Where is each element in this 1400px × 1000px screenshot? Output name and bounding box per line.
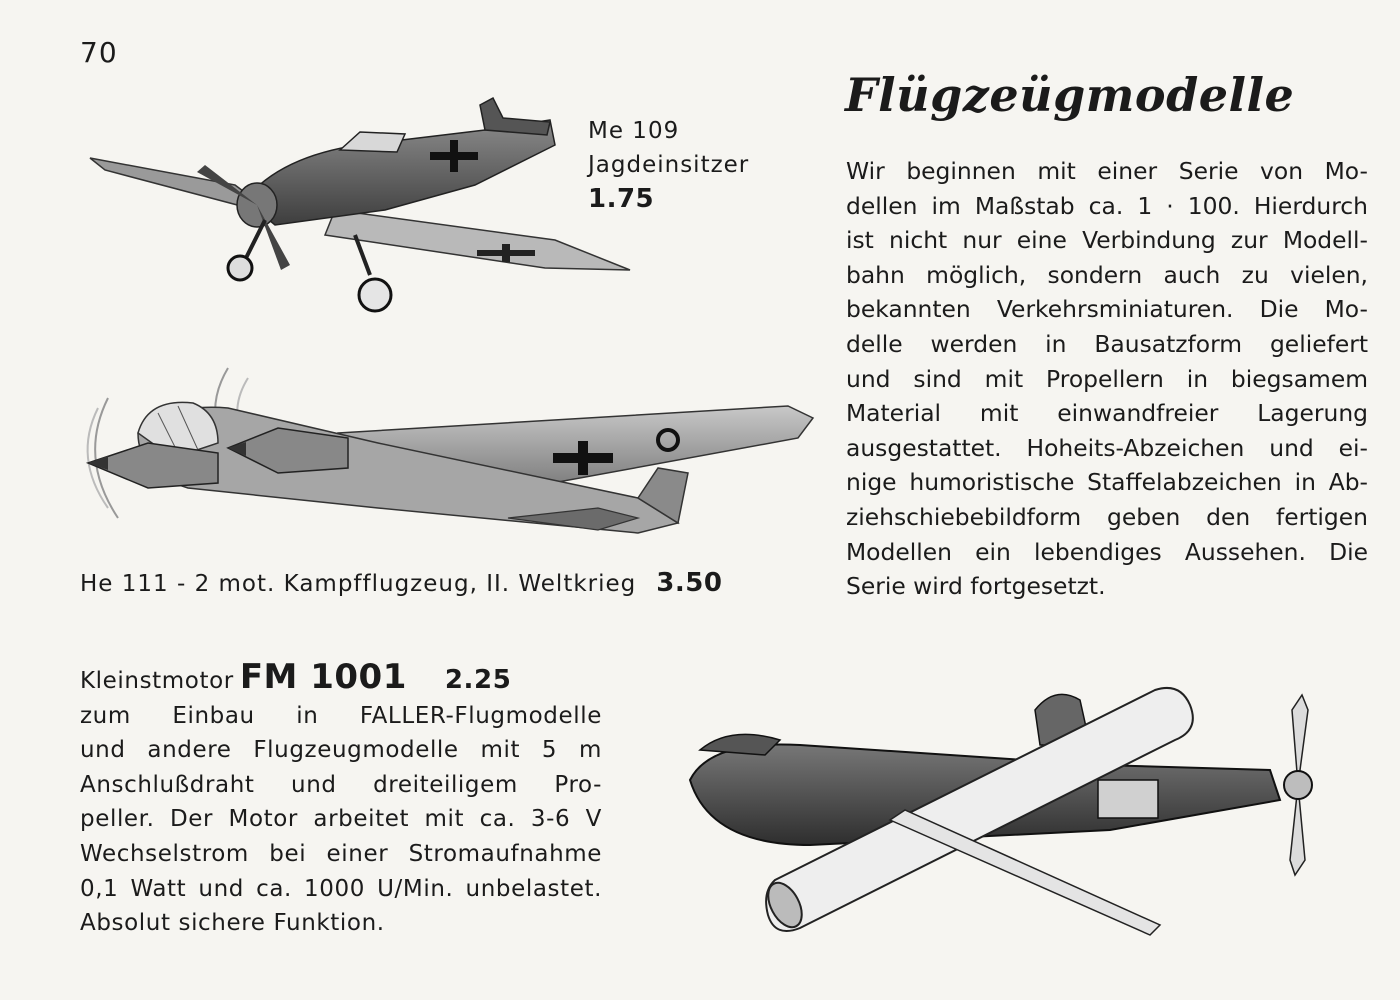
section-heading: Flügzeügmodelle [845,68,1295,122]
motor-line: zum Einbau in FALLER-Flugmodelle [80,702,602,729]
intro-line: ziehschiebebildform geben den fertigen [846,502,1368,531]
intro-line: bahn möglich, sondern auch zu vielen, [846,260,1368,289]
intro-line: dellen im Maßstab ca. 1 · 100. Hierdurch [846,191,1368,220]
motor-title-line [80,657,602,699]
intro-paragraph [846,154,1368,604]
motor-line: und andere Flugzeugmodelle mit 5 m [80,737,602,764]
intro-line: nige humoristische Staffelabzeichen in Ab- [846,468,1368,497]
motor-price: 2.25 [444,665,512,695]
he111-caption [80,568,722,598]
intro-line: bekannten Verkehrsminiaturen. Die Mo- [846,295,1368,324]
intro-line: Modellen ein lebendiges Aussehen. Die [846,537,1368,566]
intro-line: Wir beginnen mit einer Serie von Mo- [846,157,1368,185]
motor-line: 0,1 Watt und ca. 1000 U/Min. unbelastet. [80,875,602,902]
intro-line: delle werden in Bausatzform geliefert [846,329,1368,358]
me109-name: Me 109 [588,118,680,144]
page-number: 70 [80,36,118,69]
me109-illustration [85,90,645,320]
me109-price: 1.75 [588,184,655,214]
motor-model-illustration [680,670,1340,950]
he111-illustration [78,358,818,558]
intro-line: und sind mit Propellern in biegsamem [846,364,1368,393]
intro-line: Serie wird fortgesetzt. [846,572,1106,601]
me109-type: Jagdeinsitzer [588,152,750,178]
motor-line: peller. Der Motor arbeitet mit ca. 3-6 V [80,806,602,833]
me109-caption [588,114,749,216]
motor-model: FM 1001 [239,657,407,697]
intro-line: ist nicht nur eine Verbindung zur Modell- [846,226,1368,255]
motor-description [80,657,602,941]
he111-price: 3.50 [656,568,723,598]
he111-caption-text: He 111 - 2 mot. Kampfflugzeug, II. Weltkrieg [80,571,637,597]
intro-line: Material mit einwandfreier Lagerung [846,399,1368,428]
motor-line: Anschlußdraht und dreiteiligem Pro- [80,771,602,798]
motor-label: Kleinstmotor [80,668,234,694]
intro-line: ausgestattet. Hoheits-Abzeichen und ei- [846,433,1368,462]
motor-line: Absolut sichere Funktion. [80,910,385,937]
motor-line: Wechselstrom bei einer Stromaufnahme [80,840,602,867]
